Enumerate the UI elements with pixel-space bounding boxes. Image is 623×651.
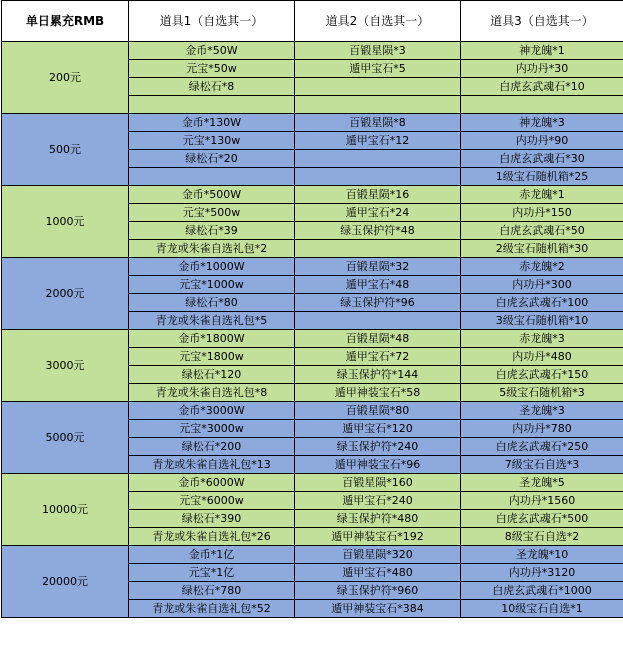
item-1-cell: 金币*1亿	[129, 546, 295, 564]
item-1-cell: 元宝*1000w	[129, 276, 295, 294]
item-2-cell: 百锻星陨*32	[295, 258, 461, 276]
item-2-cell: 遁甲宝石*48	[295, 276, 461, 294]
item-2-cell: 遁甲宝石*24	[295, 204, 461, 222]
item-2-cell: 遁甲神装宝石*192	[295, 528, 461, 546]
item-3-cell: 内功丹*90	[461, 132, 623, 150]
item-3-cell: 内功丹*30	[461, 60, 623, 78]
header-item-2: 道具2（自选其一）	[295, 1, 461, 42]
tier-amount: 1000元	[2, 186, 129, 258]
item-1-cell: 元宝*500w	[129, 204, 295, 222]
item-2-cell: 百锻星陨*80	[295, 402, 461, 420]
item-2-cell	[295, 78, 461, 96]
item-2-cell: 绿玉保护符*48	[295, 222, 461, 240]
item-3-cell: 白虎玄武魂石*100	[461, 294, 623, 312]
item-1-cell: 元宝*130w	[129, 132, 295, 150]
tier-amount: 200元	[2, 42, 129, 114]
item-3-cell: 2级宝石随机箱*30	[461, 240, 623, 258]
item-1-cell: 绿松石*390	[129, 510, 295, 528]
item-1-cell: 金币*500W	[129, 186, 295, 204]
item-2-cell: 绿玉保护符*480	[295, 510, 461, 528]
item-2-cell: 百锻星陨*320	[295, 546, 461, 564]
item-1-cell: 金币*3000W	[129, 402, 295, 420]
item-3-cell: 内功丹*300	[461, 276, 623, 294]
item-2-cell	[295, 96, 461, 114]
item-3-cell: 内功丹*150	[461, 204, 623, 222]
item-1-cell: 金币*6000W	[129, 474, 295, 492]
item-3-cell: 3级宝石随机箱*10	[461, 312, 623, 330]
item-1-cell: 金币*50W	[129, 42, 295, 60]
item-1-cell: 金币*1800W	[129, 330, 295, 348]
table-row	[2, 258, 623, 276]
item-2-cell: 绿玉保护符*144	[295, 366, 461, 384]
item-3-cell: 赤龙魄*2	[461, 258, 623, 276]
item-3-cell: 内功丹*3120	[461, 564, 623, 582]
item-1-cell: 绿松石*80	[129, 294, 295, 312]
item-1-cell: 金币*130W	[129, 114, 295, 132]
table-row	[2, 186, 623, 204]
item-2-cell: 百锻星陨*16	[295, 186, 461, 204]
item-2-cell	[295, 312, 461, 330]
item-1-cell: 元宝*6000w	[129, 492, 295, 510]
item-3-cell	[461, 96, 623, 114]
item-2-cell: 百锻星陨*160	[295, 474, 461, 492]
item-2-cell	[295, 240, 461, 258]
tier-amount: 20000元	[2, 546, 129, 618]
item-3-cell: 8级宝石自选*2	[461, 528, 623, 546]
table-row	[2, 402, 623, 420]
table-row	[2, 42, 623, 60]
item-2-cell: 百锻星陨*48	[295, 330, 461, 348]
item-3-cell: 圣龙魄*3	[461, 402, 623, 420]
item-1-cell: 元宝*1800w	[129, 348, 295, 366]
item-3-cell: 1级宝石随机箱*25	[461, 168, 623, 186]
item-3-cell: 白虎玄武魂石*1000	[461, 582, 623, 600]
item-1-cell: 青龙或朱雀自选礼包*52	[129, 600, 295, 618]
tier-amount: 10000元	[2, 474, 129, 546]
tier-amount: 3000元	[2, 330, 129, 402]
item-2-cell: 百锻星陨*3	[295, 42, 461, 60]
item-3-cell: 白虎玄武魂石*250	[461, 438, 623, 456]
item-1-cell: 元宝*3000w	[129, 420, 295, 438]
table-row	[2, 114, 623, 132]
header-item-1: 道具1（自选其一）	[129, 1, 295, 42]
header-row	[2, 1, 623, 42]
item-1-cell	[129, 96, 295, 114]
item-2-cell: 绿玉保护符*240	[295, 438, 461, 456]
tier-amount: 5000元	[2, 402, 129, 474]
item-1-cell: 绿松石*39	[129, 222, 295, 240]
item-2-cell: 遁甲神装宝石*384	[295, 600, 461, 618]
item-1-cell: 青龙或朱雀自选礼包*2	[129, 240, 295, 258]
reward-table-body	[2, 42, 623, 618]
tier-amount: 2000元	[2, 258, 129, 330]
item-3-cell: 7级宝石自选*3	[461, 456, 623, 474]
header-recharge-amount: 单日累充RMB	[2, 1, 129, 42]
table-row	[2, 546, 623, 564]
item-1-cell: 青龙或朱雀自选礼包*8	[129, 384, 295, 402]
item-1-cell: 元宝*1亿	[129, 564, 295, 582]
item-3-cell: 10级宝石自选*1	[461, 600, 623, 618]
item-1-cell: 元宝*50w	[129, 60, 295, 78]
item-1-cell	[129, 168, 295, 186]
item-2-cell: 遁甲神装宝石*58	[295, 384, 461, 402]
item-3-cell: 白虎玄武魂石*500	[461, 510, 623, 528]
item-2-cell	[295, 168, 461, 186]
item-3-cell: 5级宝石随机箱*3	[461, 384, 623, 402]
item-3-cell: 赤龙魄*3	[461, 330, 623, 348]
item-3-cell: 内功丹*1560	[461, 492, 623, 510]
item-1-cell: 绿松石*780	[129, 582, 295, 600]
item-3-cell: 内功丹*780	[461, 420, 623, 438]
item-2-cell: 遁甲神装宝石*96	[295, 456, 461, 474]
item-2-cell	[295, 150, 461, 168]
table-row	[2, 474, 623, 492]
item-3-cell: 白虎玄武魂石*50	[461, 222, 623, 240]
item-3-cell: 赤龙魄*1	[461, 186, 623, 204]
item-3-cell: 神龙魄*3	[461, 114, 623, 132]
item-3-cell: 白虎玄武魂石*30	[461, 150, 623, 168]
item-1-cell: 绿松石*8	[129, 78, 295, 96]
item-2-cell: 遁甲宝石*12	[295, 132, 461, 150]
tier-amount: 500元	[2, 114, 129, 186]
item-1-cell: 绿松石*120	[129, 366, 295, 384]
item-2-cell: 遁甲宝石*72	[295, 348, 461, 366]
reward-table	[1, 0, 623, 618]
item-2-cell: 绿玉保护符*96	[295, 294, 461, 312]
item-1-cell: 金币*1000W	[129, 258, 295, 276]
item-3-cell: 圣龙魄*5	[461, 474, 623, 492]
item-1-cell: 绿松石*200	[129, 438, 295, 456]
item-2-cell: 遁甲宝石*5	[295, 60, 461, 78]
item-3-cell: 内功丹*480	[461, 348, 623, 366]
item-2-cell: 遁甲宝石*480	[295, 564, 461, 582]
item-1-cell: 绿松石*20	[129, 150, 295, 168]
item-3-cell: 白虎玄武魂石*10	[461, 78, 623, 96]
item-2-cell: 遁甲宝石*240	[295, 492, 461, 510]
header-item-3: 道具3（自选其一）	[461, 1, 623, 42]
item-2-cell: 遁甲宝石*120	[295, 420, 461, 438]
item-3-cell: 圣龙魄*10	[461, 546, 623, 564]
item-3-cell: 神龙魄*1	[461, 42, 623, 60]
item-1-cell: 青龙或朱雀自选礼包*13	[129, 456, 295, 474]
item-1-cell: 青龙或朱雀自选礼包*5	[129, 312, 295, 330]
item-2-cell: 百锻星陨*8	[295, 114, 461, 132]
table-row	[2, 330, 623, 348]
item-1-cell: 青龙或朱雀自选礼包*26	[129, 528, 295, 546]
item-2-cell: 绿玉保护符*960	[295, 582, 461, 600]
item-3-cell: 白虎玄武魂石*150	[461, 366, 623, 384]
